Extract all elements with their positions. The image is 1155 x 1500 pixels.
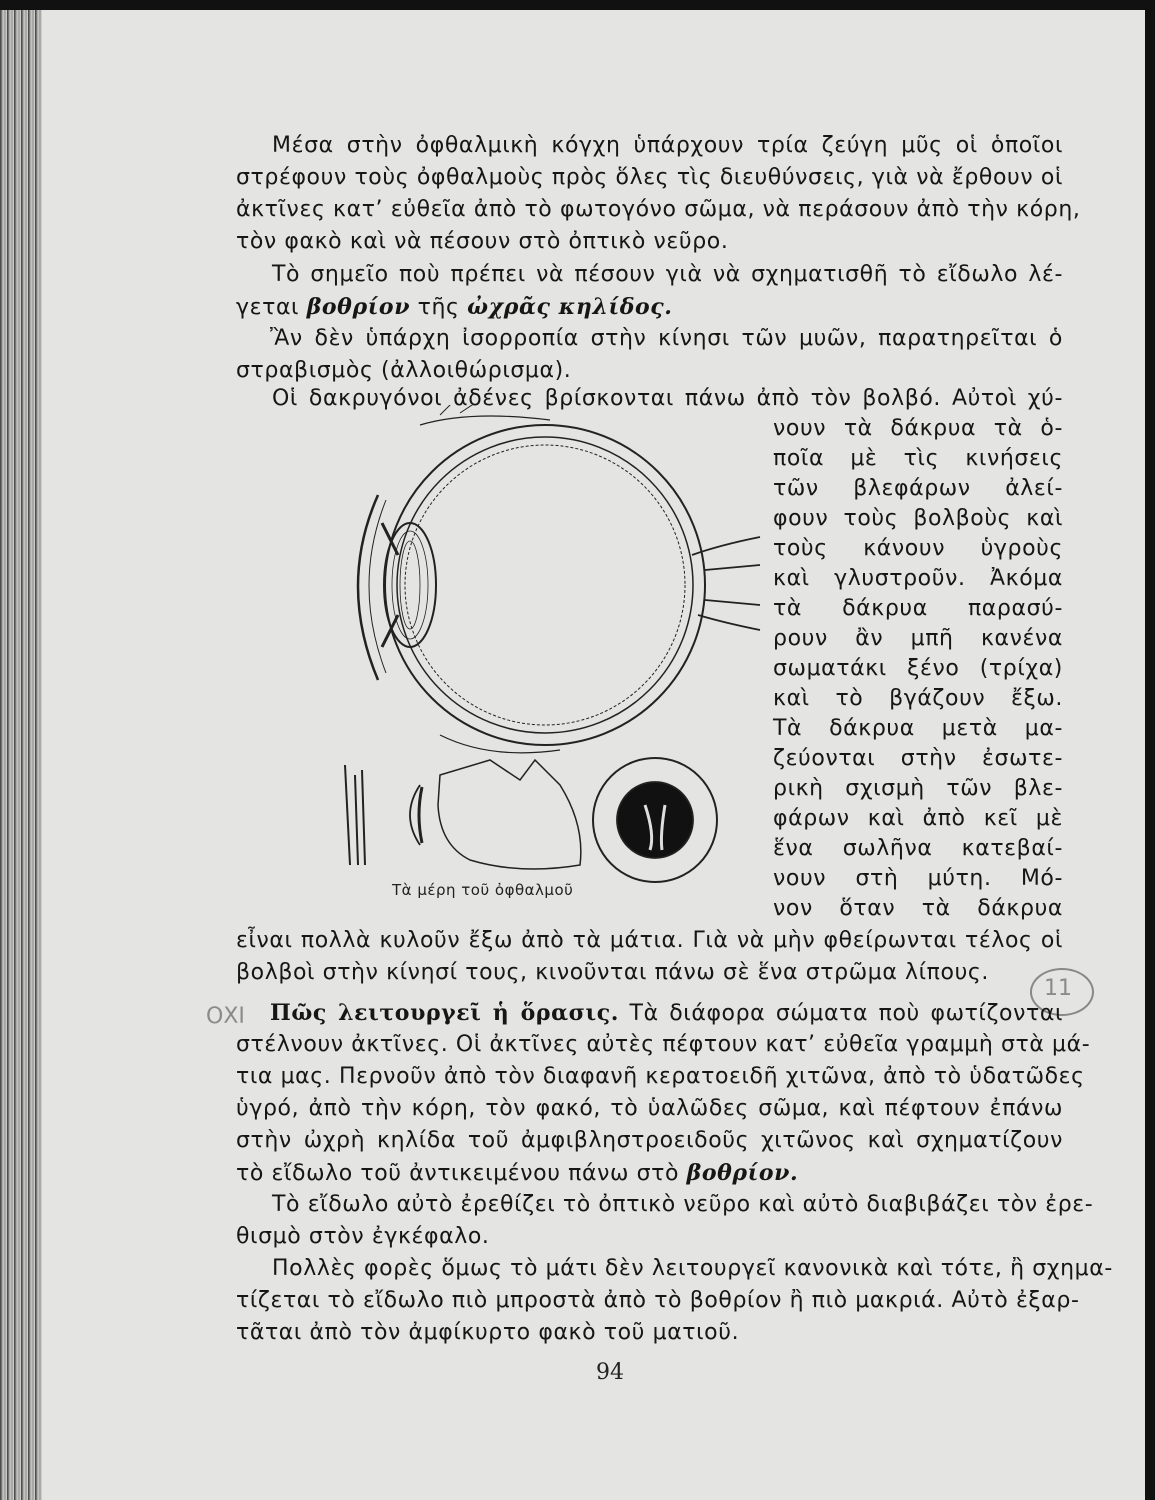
- optic-nerve: [692, 537, 760, 630]
- p6-line-2: θισμὸ στὸν ἐγκέφαλο.: [236, 1224, 490, 1249]
- section-line-6-pre: τὸ εἴδωλο τοῦ ἀντικειμένου πάνω στὸ: [236, 1161, 687, 1186]
- p2-line-2: [236, 294, 1063, 320]
- p4-wrap-2: ποῖα μὲ τὶς κινήσεις: [773, 446, 1063, 471]
- p7-line-2: τίζεται τὸ εἴδωλο πιὸ μπροστὰ ἀπὸ τὸ βοθρίον ἢ πιὸ μακριά. Αὐτὸ ἐξαρ-: [236, 1288, 1080, 1313]
- scan-border-top: [0, 0, 1155, 10]
- p4-wrap-6: καὶ γλυστροῦν. Ἀκόμα: [773, 566, 1063, 591]
- section-line-5: στὴν ὠχρὴ κηλίδα τοῦ ἀμφιβληστροειδοῦς χιτῶνος καὶ σχηματίζουν: [236, 1128, 1063, 1153]
- p4-wrap-11: Τὰ δάκρυα μετὰ μα-: [773, 716, 1063, 741]
- book-spine-edge: [0, 0, 42, 1500]
- p4-line-1: Οἱ δακρυγόνοι ἀδένες βρίσκονται πάνω ἀπὸ τὸν βολβό. Αὐτοὶ χύ-: [272, 386, 1063, 411]
- p4-wrap-14: φάρων καὶ ἀπὸ κεῖ μὲ: [773, 806, 1063, 831]
- handwritten-margin-note: ΟΧΙ: [206, 1004, 245, 1029]
- p4-wrap-8: ρουν ἂν μπῆ κανένα: [773, 626, 1063, 651]
- eyeball-inner-layer: [397, 437, 693, 733]
- p1-line-1: Μέσα στὴν ὀφθαλμικὴ κόγχη ὑπάρχουν τρία ζεύγη μῦς οἱ ὁποῖοι: [272, 133, 1063, 158]
- p4-wrap-7: τὰ δάκρυα παρασύ-: [773, 596, 1063, 621]
- eyelid-drawing: [438, 760, 581, 869]
- eye-anatomy-figure: [320, 405, 770, 905]
- p4-wrap-13: ρικὴ σχισμὴ τῶν βλε-: [773, 776, 1063, 801]
- p1-line-2: στρέφουν τοὺς ὀφθαλμοὺς πρὸς ὅλες τὶς διευθύνσεις, γιὰ νὰ ἔρθουν οἱ: [236, 165, 1063, 190]
- p2-line-1: Τὸ σημεῖο ποὺ πρέπει νὰ πέσουν γιὰ νὰ σχηματισθῆ τὸ εἴδωλο λέ-: [272, 262, 1063, 287]
- p4-wrap-3: τῶν βλεφάρων ἀλεί-: [773, 476, 1063, 501]
- section-line-1-rest: Τὰ διάφορα σώματα ποὺ φωτίζονται: [618, 1001, 1063, 1026]
- p4-wrap-12: ζεύονται στὴν ἐσωτε-: [773, 746, 1063, 771]
- p3-line-2: στραβισμὸς (ἀλλοιθώρισμα).: [236, 358, 572, 383]
- p4-wrap-9: σωματάκι ξένο (τρίχα): [773, 656, 1063, 681]
- figure-caption: Τὰ μέρη τοῦ ὀφθαλμοῦ: [392, 881, 574, 899]
- p4-wrap-1: νουν τὰ δάκρυα τὰ ὁ-: [773, 416, 1063, 441]
- section-heading: Πῶς λειτουργεῖ ἡ ὅρασις.: [270, 1000, 619, 1026]
- term-ochra-kilis: ὠχρᾶς κηλίδος.: [467, 294, 673, 320]
- section-line-6: [236, 1160, 1063, 1186]
- tear-duct-drawing: [345, 765, 365, 865]
- p4-rest-2: βολβοὶ στὴν κίνησί τους, κινοῦνται πάνω σὲ ἕνα στρῶμα λίπους.: [236, 960, 990, 985]
- p2-line-2-mid: τῆς: [410, 295, 468, 320]
- p4-rest-1: εἶναι πολλὰ κυλοῦν ἔξω ἀπὸ τὰ μάτια. Γιὰ νὰ μὴν φθείρωνται τέλος οἱ: [236, 928, 1063, 953]
- p4-wrap-16: νουν στὴ μύτη. Μό-: [773, 866, 1063, 891]
- p1-line-3: ἀκτῖνες κατ’ εὐθεῖα ἀπὸ τὸ φωτογόνο σῶμα, νὰ περάσουν ἀπὸ τὴν κόρη,: [236, 197, 1081, 222]
- scan-border-right: [1145, 0, 1155, 1500]
- section-line-3: τια μας. Περνοῦν ἀπὸ τὸν διαφανῆ κερατοειδῆ χιτῶνα, ἀπὸ τὸ ὑδατῶδες: [236, 1064, 1085, 1089]
- section-line-4: ὑγρό, ἀπὸ τὴν κόρη, τὸν φακό, τὸ ὑαλῶδες σῶμα, καὶ πέφτουν ἐπάνω: [236, 1096, 1063, 1121]
- p4-wrap-5: τοὺς κάνουν ὑγροὺς: [773, 536, 1063, 561]
- p4-wrap-17: νον ὅταν τὰ δάκρυα: [773, 896, 1063, 921]
- term-bothrion-2: βοθρίον.: [686, 1160, 799, 1186]
- section-line-1: [270, 1000, 1063, 1026]
- p4-wrap-4: φουν τοὺς βολβοὺς καὶ: [773, 506, 1063, 531]
- p3-line-1: Ἂν δὲν ὑπάρχη ἰσορροπία στὴν κίνησι τῶν μυῶν, παρατηρεῖται ὁ: [270, 326, 1063, 351]
- p2-line-2-pre: γεται: [236, 295, 307, 320]
- p7-line-3: τᾶται ἀπὸ τὸν ἀμφίκυρτο φακὸ τοῦ ματιοῦ.: [236, 1320, 740, 1345]
- handwritten-circle-number: 11: [1044, 976, 1072, 1001]
- cornea: [358, 495, 378, 680]
- p6-line-1: Τὸ εἴδωλο αὐτὸ ἐρεθίζει τὸ ὀπτικὸ νεῦρο καὶ αὐτὸ διαβιβάζει τὸν ἐρε-: [272, 1192, 1094, 1217]
- section-line-2: στέλνουν ἀκτῖνες. Οἱ ἀκτῖνες αὐτὲς πέφτουν κατ’ εὐθεῖα γραμμὴ στὰ μά-: [236, 1032, 1091, 1057]
- p4-wrap-10: καὶ τὸ βγάζουν ἔξω.: [773, 686, 1063, 711]
- p4-wrap-15: ἕνα σωλῆνα κατεβαί-: [773, 836, 1063, 861]
- p7-line-1: Πολλὲς φορὲς ὅμως τὸ μάτι δὲν λειτουργεῖ κανονικὰ καὶ τότε, ἢ σχημα-: [272, 1256, 1113, 1281]
- retina-layer: [405, 445, 685, 725]
- p1-line-4: τὸν φακὸ καὶ νὰ πέσουν στὸ ὀπτικὸ νεῦρο.: [236, 229, 729, 254]
- page-number: 94: [596, 1360, 624, 1385]
- eyeball-outline: [385, 425, 705, 745]
- term-bothrion: βοθρίον: [306, 294, 411, 320]
